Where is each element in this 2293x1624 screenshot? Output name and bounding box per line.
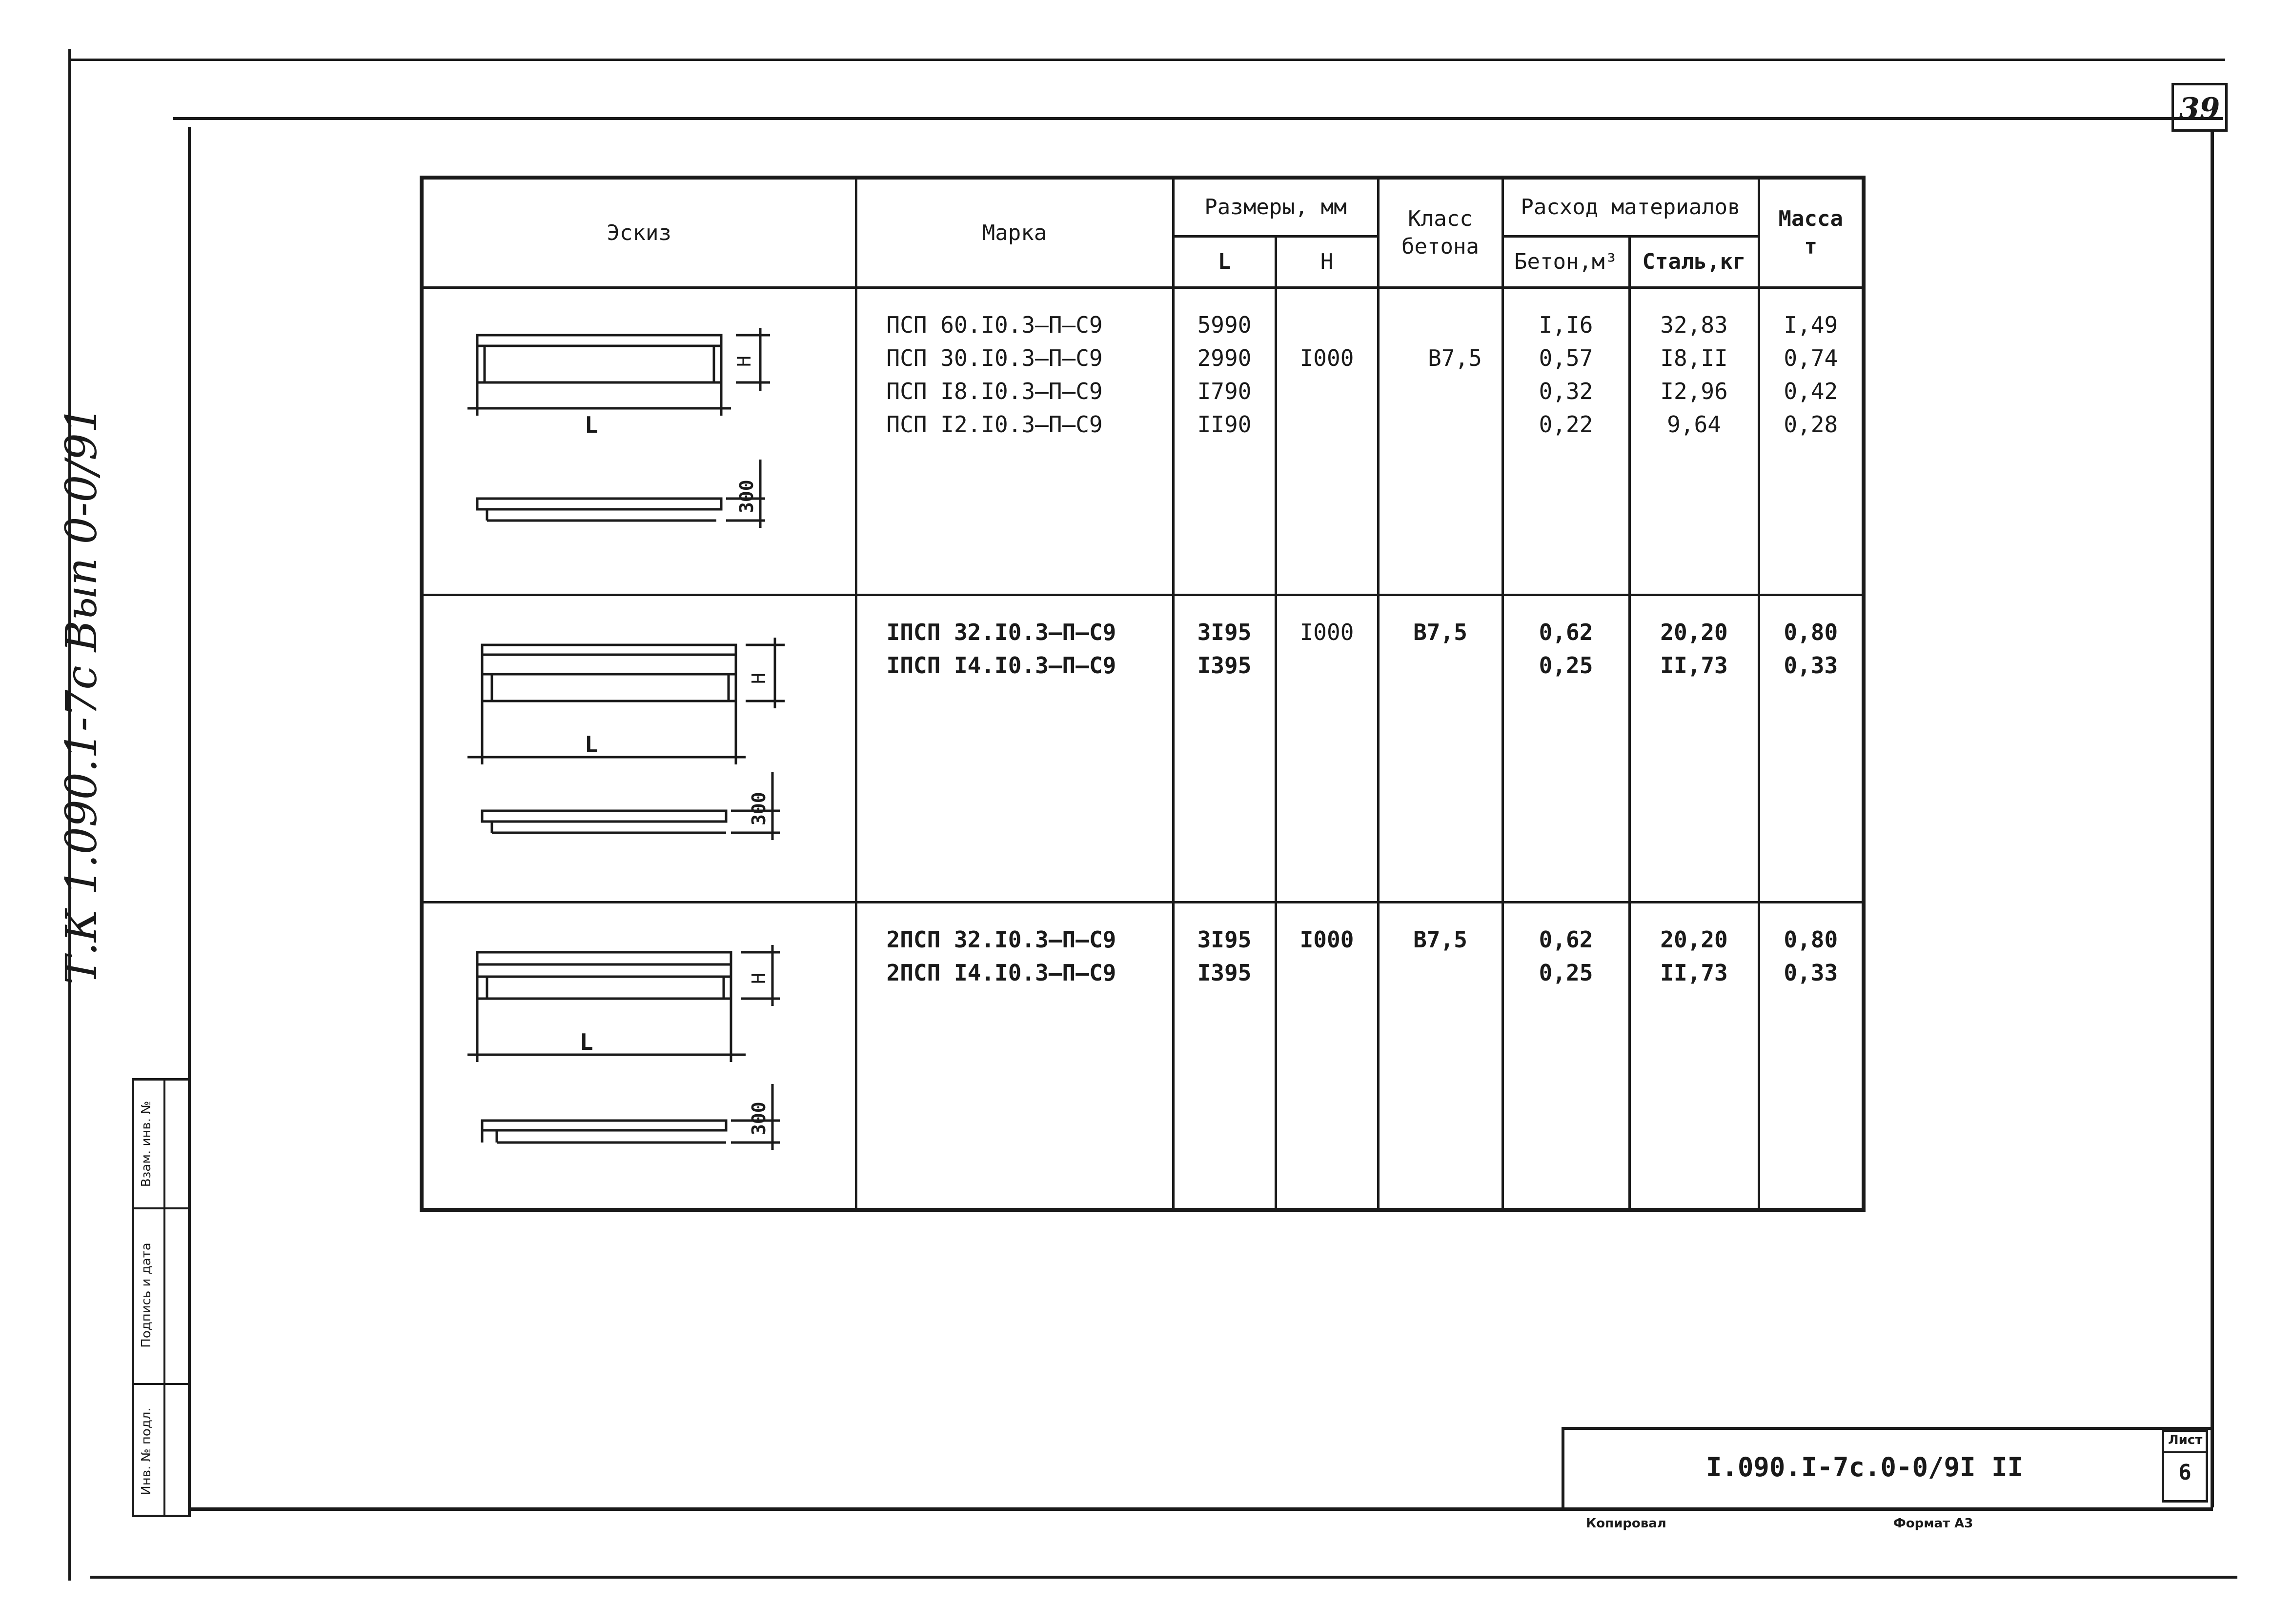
mass-cell: 0,80 0,33: [1784, 926, 1838, 986]
panel-sketch-3: [424, 903, 853, 1206]
stamp-column: [132, 1078, 190, 1517]
concrete-class-cell: В7,5: [1413, 926, 1467, 953]
header-concrete-class: Класс бетона: [1378, 178, 1502, 287]
header-dim-L: L: [1173, 236, 1276, 287]
steel-cell: 20,20 II,73: [1660, 619, 1728, 679]
list-box: [2162, 1429, 2208, 1503]
header-mass: Масса т: [1759, 178, 1864, 287]
H-cell: I000: [1299, 344, 1354, 371]
side-document-code: Т.К 1.090.1-7с Вып 0-0/91: [56, 406, 106, 984]
header-steel: Сталь,кг: [1629, 236, 1759, 287]
stamp-vzam-inv: Взам. инв. №: [139, 1101, 154, 1187]
table-row: [422, 595, 1864, 902]
stamp-inv-podl: Инв. № подл.: [139, 1407, 154, 1495]
L-cell: 3I95 I395: [1197, 926, 1252, 986]
H-cell: I000: [1299, 619, 1354, 645]
list-number: 6: [2178, 1460, 2192, 1485]
concrete-class-cell: В7,5: [1413, 619, 1467, 645]
table-row: [422, 287, 1864, 595]
frame-right-inner: [2211, 132, 2214, 1507]
header-dim-H: H: [1276, 236, 1378, 287]
frame-top-inner: [173, 117, 2223, 120]
mass-cell: 0,80 0,33: [1784, 619, 1838, 679]
header-concrete: Бетон,м³: [1502, 236, 1629, 287]
frame-top-outer: [68, 59, 2225, 61]
mass-cell: I,49 0,74 0,42 0,28: [1784, 311, 1838, 438]
concrete-class-cell: В7,5: [1428, 344, 1482, 371]
header-mark: Марка: [856, 178, 1173, 287]
header-materials: Расход материалов: [1502, 178, 1759, 236]
L-cell: 3I95 I395: [1197, 619, 1252, 679]
sketch-label-H: H: [748, 672, 770, 684]
steel-cell: 20,20 II,73: [1660, 926, 1728, 986]
page-number-box: [2171, 83, 2228, 132]
stamp-podpis-data: Подпись и дата: [139, 1243, 154, 1348]
specification-table: [420, 176, 1866, 1212]
sketch-cell: [422, 287, 856, 595]
sketch-cell: [422, 902, 856, 1210]
marks-cell: 2ПСП 32.I0.3–П–С9 2ПСП I4.I0.3–П–С9: [886, 926, 1116, 986]
panel-sketch-1: [424, 289, 853, 591]
format-label: Формат А3: [1893, 1516, 1973, 1531]
sketch-label-L: L: [585, 731, 598, 758]
header-dims: Размеры, мм: [1173, 178, 1378, 236]
header-sketch: Эскиз: [422, 178, 856, 287]
sketch-label-thickness: 300: [748, 1101, 770, 1135]
sketch-label-thickness: 300: [736, 479, 757, 513]
sketch-label-H: H: [733, 355, 755, 367]
sketch-label-L: L: [585, 411, 598, 438]
document-code: I.090.I-7c.0-0/9I II: [1705, 1452, 2024, 1483]
L-cell: 5990 2990 I790 II90: [1197, 311, 1252, 438]
H-cell: I000: [1299, 926, 1354, 953]
copied-label: Копировал: [1586, 1516, 1666, 1531]
page-number: 39: [2179, 92, 2220, 126]
marks-cell: ПСП 60.I0.3–П–С9 ПСП 30.I0.3–П–С9 ПСП I8.I0.3–П–С9 ПСП I2.I0.3–П–С9: [886, 311, 1103, 438]
sketch-label-thickness: 300: [748, 791, 770, 825]
title-block: [1562, 1427, 2211, 1510]
steel-cell: 32,83 I8,II I2,96 9,64: [1660, 311, 1728, 438]
sketch-label-L: L: [580, 1028, 593, 1055]
concrete-cell: 0,62 0,25: [1539, 926, 1593, 986]
table-row: [422, 902, 1864, 1210]
sketch-cell: [422, 595, 856, 902]
sketch-label-H: H: [748, 972, 770, 984]
marks-cell: IПСП 32.I0.3–П–С9 IПСП I4.I0.3–П–С9: [886, 619, 1116, 679]
concrete-cell: 0,62 0,25: [1539, 619, 1593, 679]
concrete-cell: I,I6 0,57 0,32 0,22: [1539, 311, 1593, 438]
panel-sketch-2: [424, 596, 853, 899]
list-label: Лист: [2168, 1433, 2203, 1447]
frame-bottom-outer: [90, 1576, 2237, 1579]
